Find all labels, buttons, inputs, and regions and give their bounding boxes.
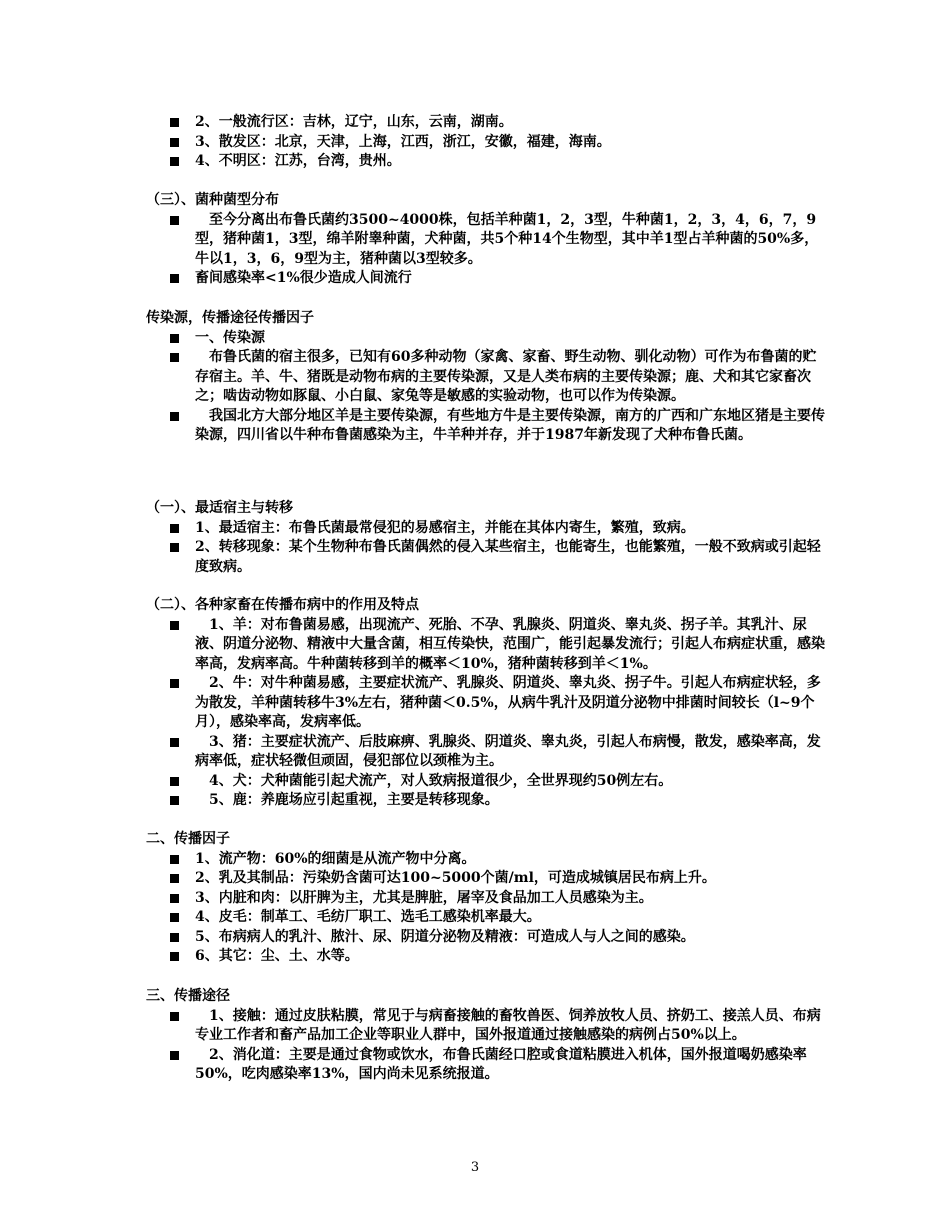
bullet-list — [146, 1007, 826, 1085]
section-livestock-roles — [146, 596, 826, 811]
list-item: 我国北方大部分地区羊是主要传染源，有些地方牛是主要传染源，南方的广西和广东地区猪是主要传染源，四川省以牛种布鲁菌感染为主，牛羊种并存，并于1987年新发现了犬种布鲁氏菌。 — [146, 407, 826, 446]
list-item: 4、犬：犬种菌能引起犬流产，对人致病报道很少，全世界现约50例左右。 — [146, 772, 826, 792]
page-number: 3 — [470, 1160, 480, 1175]
square-bullet-icon — [170, 138, 179, 147]
list-item: 2、牛：对牛种菌易感，主要症状流产、乳腺炎、阴道炎、睾丸炎、拐子牛。引起人布病症状轻，多为散发，羊种菌转移牛3%左右，猪种菌＜0.5%，从病牛乳汁及阴道分泌物中排菌时间较长（l~9个月），感染率高，发病率低。 — [146, 674, 826, 733]
list-item: 5、布病病人的乳汁、脓汁、尿、阴道分泌物及精液：可造成人与人之间的感染。 — [146, 928, 826, 948]
bullet-list — [146, 850, 826, 967]
bullet-list — [146, 329, 826, 446]
square-bullet-icon — [170, 796, 179, 805]
square-bullet-icon — [170, 118, 179, 127]
square-bullet-icon — [170, 1012, 179, 1021]
square-bullet-icon — [170, 874, 179, 883]
list-item: 4、不明区：江苏，台湾，贵州。 — [146, 152, 826, 172]
section-infection-source — [146, 309, 826, 446]
section-heading: （三）、菌种菌型分布 — [146, 192, 279, 208]
list-item: 至今分离出布鲁氏菌约3500~4000株，包括羊种菌1，2，3型，牛种菌1，2，3，4，6，7，9型，猪种菌1，3型，绵羊附睾种菌，犬种菌，共5个种14个生物型，其中羊1型占羊种菌的50%多，牛以1，3，6，9型为主，猪种菌以3型较多。 — [146, 211, 826, 270]
section-heading: 二、传播因子 — [146, 831, 230, 847]
list-item: 3、猪：主要症状流产、后肢麻痹、乳腺炎、阴道炎、睾丸炎，引起人布病慢，散发，感染率高，发病率低，症状轻微但顽固，侵犯部位以颈椎为主。 — [146, 733, 826, 772]
square-bullet-icon — [170, 274, 179, 283]
section-optimal-host — [146, 499, 826, 577]
square-bullet-icon — [170, 738, 179, 747]
list-item: 2、一般流行区：吉林，辽宁，山东，云南，湖南。 — [146, 113, 826, 133]
bullet-list — [146, 211, 826, 289]
square-bullet-icon — [170, 524, 179, 533]
square-bullet-icon — [170, 157, 179, 166]
section-heading: （二）、各种家畜在传播布病中的作用及特点 — [146, 597, 419, 613]
bullet-list — [146, 519, 826, 578]
square-bullet-icon — [170, 933, 179, 942]
list-item: 2、消化道：主要是通过食物或饮水，布鲁氏菌经口腔或食道粘膜进入机体，国外报道喝奶感染率50%，吃肉感染率13%，国内尚未见系统报道。 — [146, 1046, 826, 1085]
section-heading: 传染源，传播途径传播因子 — [146, 310, 314, 326]
list-item: 2、乳及其制品：污染奶含菌可达100~5000个菌/ml，可造成城镇居民布病上升。 — [146, 869, 826, 889]
section-heading: （一）、最适宿主与转移 — [146, 500, 293, 516]
square-bullet-icon — [170, 679, 179, 688]
square-bullet-icon — [170, 216, 179, 225]
list-item: 3、内脏和肉：以肝脾为主，尤其是脾脏，屠宰及食品加工人员感染为主。 — [146, 889, 826, 909]
list-item: 1、最适宿主：布鲁氏菌最常侵犯的易感宿主，并能在其体内寄生，繁殖，致病。 — [146, 519, 826, 539]
bullet-list — [146, 616, 826, 811]
square-bullet-icon — [170, 353, 179, 362]
list-item: 3、散发区：北京，天津，上海，江西，浙江，安徽，福建，海南。 — [146, 133, 826, 153]
square-bullet-icon — [170, 1051, 179, 1060]
list-item: 6、其它：尘、土、水等。 — [146, 947, 826, 967]
square-bullet-icon — [170, 621, 179, 630]
section-transmission-factors — [146, 830, 826, 967]
square-bullet-icon — [170, 412, 179, 421]
list-item: 畜间感染率<1%很少造成人间流行 — [146, 269, 826, 289]
list-item: 布鲁氏菌的宿主很多，已知有60多种动物（家禽、家畜、野生动物、驯化动物）可作为布鲁菌的贮存宿主。羊、牛、猪既是动物布病的主要传染源，又是人类布病的主要传染源；鹿、犬和其它家畜次之；啮齿动物如豚鼠、小白鼠、家兔等是敏感的实验动物，也可以作为传染源。 — [146, 348, 826, 407]
section-epidemic-areas — [146, 113, 826, 172]
square-bullet-icon — [170, 855, 179, 864]
section-strain-distribution — [146, 191, 826, 289]
list-item: 1、接触：通过皮肤粘膜，常见于与病畜接触的畜牧兽医、饲养放牧人员、挤奶工、接羔人员、布病专业工作者和畜产品加工企业等职业人群中，国外报道通过接触感染的病例占50%以上。 — [146, 1007, 826, 1046]
square-bullet-icon — [170, 777, 179, 786]
list-item: 1、羊：对布鲁菌易感，出现流产、死胎、不孕、乳腺炎、阴道炎、睾丸炎、拐子羊。其乳汁、尿液、阴道分泌物、精液中大量含菌，相互传染快，范围广，能引起暴发流行；引起人布病症状重，感染率高，发病率高。牛种菌转移到羊的概率＜10%，猪种菌转移到羊＜1%。 — [146, 616, 826, 675]
section-transmission-routes — [146, 987, 826, 1085]
section-heading: 三、传播途径 — [146, 988, 230, 1004]
list-item: 4、皮毛：制革工、毛纺厂职工、选毛工感染机率最大。 — [146, 908, 826, 928]
list-item: 5、鹿：养鹿场应引起重视，主要是转移现象。 — [146, 791, 826, 811]
square-bullet-icon — [170, 543, 179, 552]
bullet-list — [146, 113, 826, 172]
square-bullet-icon — [170, 952, 179, 961]
square-bullet-icon — [170, 334, 179, 343]
list-item: 1、流产物：60%的细菌是从流产物中分离。 — [146, 850, 826, 870]
square-bullet-icon — [170, 913, 179, 922]
list-item: 2、转移现象：某个生物种布鲁氏菌偶然的侵入某些宿主，也能寄生，也能繁殖，一般不致病或引起轻度致病。 — [146, 538, 826, 577]
list-item: 一、传染源 — [146, 329, 826, 349]
square-bullet-icon — [170, 894, 179, 903]
